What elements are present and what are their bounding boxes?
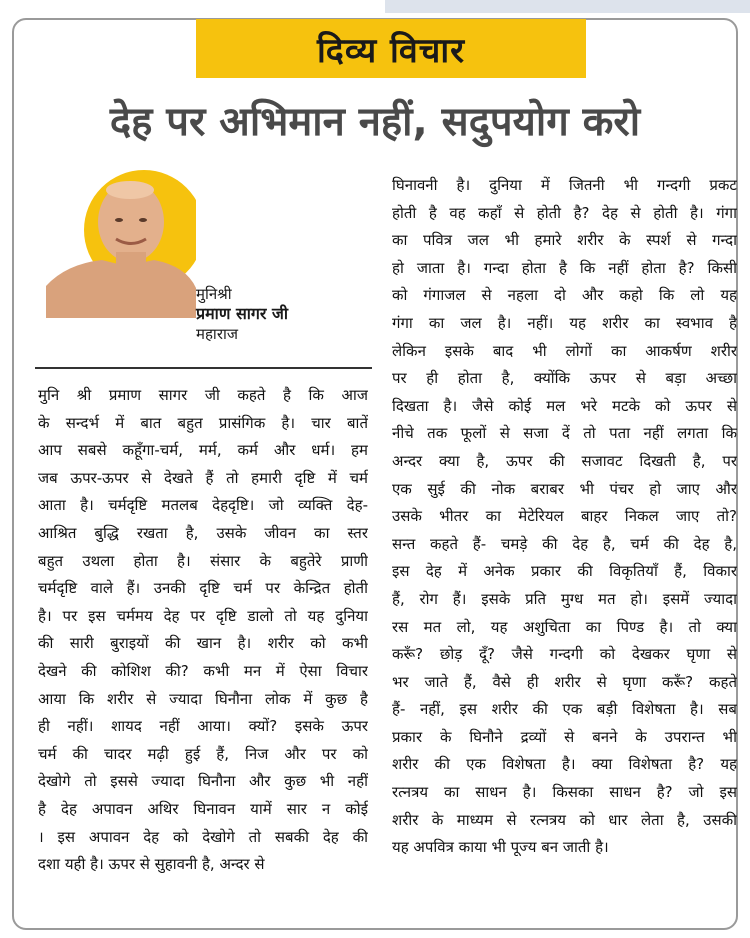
article-column-right bbox=[392, 172, 737, 862]
paragraph-line: आया कि शरीर से ज्यादा घिनौना लोक में कुछ है bbox=[38, 689, 368, 708]
paragraph-line: हो जाता है। गन्दा होता है कि नहीं होता है? किसी bbox=[392, 258, 737, 277]
paragraph-line: शरीर के माध्यम से रत्नत्रय को धार लेता है, उसकी bbox=[392, 810, 737, 829]
paragraph-line: का पवित्र जल भी हमारे शरीर के स्पर्श से गन्दा bbox=[392, 231, 737, 250]
paragraph-line: नीचे तक फूलों से सजा दें तो पता नहीं लगता कि bbox=[392, 424, 737, 443]
paragraph-line: है। पर इस चर्ममय देह पर दृष्टि डालो तो यह दुनिया bbox=[38, 606, 368, 625]
paragraph-line: होती है वह कहाँ से होती है? देह से होती है। गंगा bbox=[392, 203, 737, 222]
paragraph-line: ही नहीं। शायद नहीं आया। क्यों? इसके ऊपर bbox=[38, 717, 368, 736]
paragraph-line: चर्मदृष्टि वाले हैं। उनकी दृष्टि चर्म पर केन्द्रित होती bbox=[38, 579, 368, 598]
paragraph-line: एक सुई की नोक बराबर भी पंचर हो जाए और bbox=[392, 479, 737, 498]
article-column-left bbox=[38, 382, 368, 879]
paragraph-line: आश्रित बुद्धि रखता है, उसके जीवन का स्तर bbox=[38, 523, 368, 542]
paragraph-line: भर जाते हैं, वैसे ही शरीर से घृणा करूँ? कहते bbox=[392, 672, 737, 691]
paragraph-line: गंगा का जल है। नहीं। यह शरीर का स्वभाव है bbox=[392, 313, 737, 332]
paragraph-line: आप सबसे कहूँगा-चर्म, मर्म, कर्म और धर्म। हम bbox=[38, 441, 368, 460]
paragraph-line: जब ऊपर-ऊपर से देखते हैं तो हमारी दृष्टि में चर्म bbox=[38, 468, 368, 487]
paragraph-line: रस मत लो, यह अशुचिता का पिण्ड है। तो क्या bbox=[392, 617, 737, 636]
paragraph-line: हैं, रोग हैं। इसके प्रति मुग्ध मत हो। इसमें ज्यादा bbox=[392, 589, 737, 608]
paragraph-line: आता है। चर्मदृष्टि मतलब देहदृष्टि। जो व्यक्ति देह- bbox=[38, 496, 368, 515]
author-honorific: मुनिश्री bbox=[196, 285, 232, 303]
author-portrait bbox=[46, 168, 196, 318]
portrait-neck bbox=[116, 252, 146, 268]
author-suffix: महाराज bbox=[196, 325, 238, 343]
article-headline: देह पर अभिमान नहीं, सदुपयोग करो bbox=[109, 99, 641, 145]
paragraph-line: दशा यही है। ऊपर से सुहावनी है, अन्दर से bbox=[38, 855, 265, 874]
paragraph-line: चर्म की चादर मढ़ी हुई हैं, निज और पर को bbox=[38, 744, 368, 763]
paragraph-line: अन्दर क्या है, ऊपर की सजावट दिखती है, पर bbox=[392, 451, 737, 470]
section-banner bbox=[196, 19, 586, 78]
paragraph-line: यह अपवित्र काया भी पूज्य बन जाती है। bbox=[392, 838, 609, 857]
paragraph-line: मुनि श्री प्रमाण सागर जी कहते है कि आज bbox=[38, 386, 368, 404]
paragraph-line: के सन्दर्भ में बात बहुत प्रासंगिक है। चार बातें bbox=[38, 413, 368, 432]
paragraph-line: घिनावनी है। दुनिया में जितनी भी गन्दगी प्रकट bbox=[392, 176, 737, 194]
paragraph-line: । इस अपावन देह को देखोगे तो सबकी देह की bbox=[38, 827, 368, 846]
paragraph-line: उसके भीतर का मेटेरियल बाहर निकल जाए तो? bbox=[392, 507, 737, 526]
portrait-eye-right bbox=[139, 218, 147, 222]
portrait-shoulders bbox=[46, 260, 196, 318]
paragraph-line: लेकिन इसके बाद भी लोगों का आकर्षण शरीर bbox=[392, 341, 737, 360]
portrait-eye-left bbox=[115, 218, 123, 222]
author-byline bbox=[196, 284, 288, 344]
section-title: दिव्य विचार bbox=[316, 30, 466, 71]
paragraph-line: की सारी बुराइयों की खान है। शरीर को कभी bbox=[38, 634, 368, 653]
author-name: प्रमाण सागर जी bbox=[196, 304, 289, 323]
paragraph-line: दिखता है। जैसे कोई मल भरे मटके को ऊपर से bbox=[392, 396, 737, 415]
byline-divider bbox=[35, 367, 372, 369]
paragraph-line: को गंगाजल से नहला दो और कहो कि लो यह bbox=[392, 286, 737, 305]
paragraph-line: पर ही होता है, क्योंकि ऊपर से बड़ा अच्छा bbox=[392, 369, 737, 388]
portrait-forehead-highlight bbox=[106, 181, 154, 199]
paragraph-line: करूँ? छोड़ दूँ? जैसे गन्दगी को देखकर घृणा से bbox=[392, 645, 737, 664]
paragraph-line: प्रकार के घिनौने द्रव्यों से बनने के उपरान्त भी bbox=[392, 727, 737, 746]
paragraph-line: हैं- नहीं, इस शरीर की एक बड़ी विशेषता है। सब bbox=[392, 700, 737, 719]
paragraph-line: इस देह में अनेक प्रकार की विकृतियाँ हैं, विकार bbox=[392, 562, 737, 581]
top-strip bbox=[385, 0, 750, 13]
paragraph-line: देखने की कोशिश की? कभी मन में ऐसा विचार bbox=[38, 661, 368, 680]
paragraph-line: है देह अपावन अथिर घिनावन यामें सार न कोई bbox=[38, 799, 368, 818]
paragraph-line: सन्त कहते हैं- चमड़े की देह है, चर्म की देह है, bbox=[392, 534, 737, 553]
paragraph-line: बहुत उथला होता है। संसार के बहुतेरे प्राणी bbox=[38, 551, 368, 570]
paragraph-line: देखोगे तो इससे ज्यादा घिनौना और कुछ भी नहीं bbox=[38, 772, 368, 791]
paragraph-line: शरीर की एक विशेषता है। क्या विशेषता है? यह bbox=[392, 755, 737, 774]
paragraph-line: रत्नत्रय का साधन है। किसका साधन है? जो इस bbox=[392, 783, 737, 802]
